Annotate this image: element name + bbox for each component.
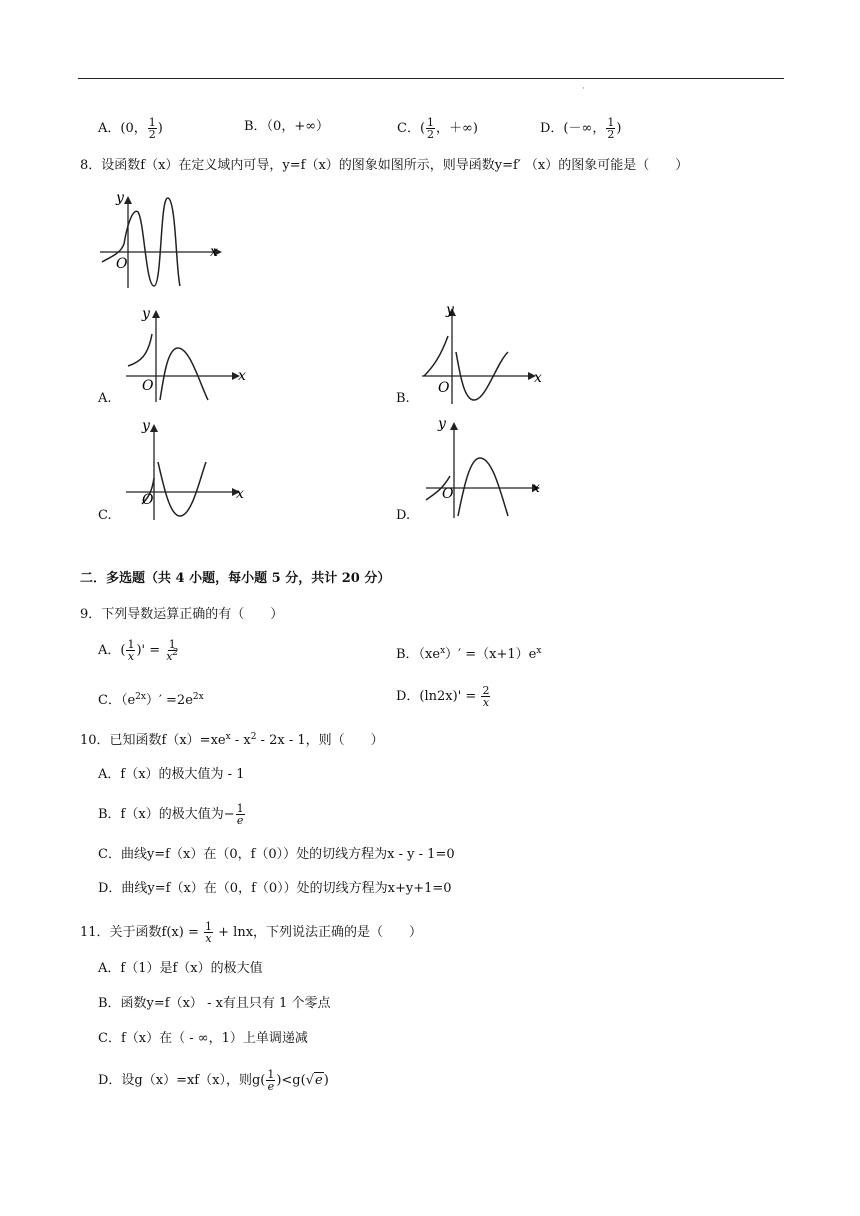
q8-a-x-label: x [238, 368, 246, 384]
q10-option-a: A．f（x）的极大值为 - 1 [98, 767, 245, 782]
q8-a-origin: O [142, 378, 154, 394]
q8-main-origin: O [116, 256, 128, 272]
q8-graph-b [416, 300, 546, 406]
q8-graph-c [120, 418, 250, 522]
q7-option-c: C．( $\frac{1}{2}$ ，＋∞) [397, 116, 478, 141]
header-rule [78, 78, 784, 79]
q10-option-c: C．曲线y=f（x）在（0，f（0））处的切线方程为x - y - 1=0 [98, 847, 455, 862]
q8-option-b: B. [396, 391, 410, 406]
q8-main-x-label: x [210, 244, 218, 260]
q8-option-a: A. [98, 391, 112, 406]
q8-b-x-label: x [534, 370, 542, 386]
q8-c-y-label: y [142, 418, 150, 434]
q8-c-origin: O [142, 492, 154, 508]
q7-option-a: A．(0， $\frac{1}{2}$ ) [98, 116, 163, 141]
q8-d-origin: O [442, 486, 454, 502]
q8-d-x-label: x [532, 480, 540, 496]
q8-option-d: D. [396, 508, 411, 523]
q10-stem: 10．已知函数$f(x)=xe^x - x^2 - 2x - 1$，则（ ） [80, 732, 384, 748]
q9-stem: 9．下列导数运算正确的有（ ） [80, 607, 284, 622]
q8-b-y-label: y [446, 302, 454, 318]
q10-option-b: B．f（x）的极大值为− $\frac{1}{e}$ [98, 802, 244, 827]
q11-stem: 11．关于函数f(x) = $\frac{1}{x}$ + lnx，下列说法正确的是（ ） [80, 920, 423, 945]
q8-d-y-label: y [438, 416, 446, 432]
q11-option-c: C．f（x）在（ - ∞，1）上单调递减 [98, 1031, 308, 1046]
q8-graph-a [120, 304, 250, 404]
q8-b-origin: O [438, 380, 450, 396]
header-dot: · [582, 84, 585, 93]
q11-option-b: B．函数y=f（x） - x有且只有 1 个零点 [98, 996, 331, 1011]
q8-main-graph [96, 190, 226, 290]
q11-option-d: D．设g（x）=xf（x），则g( $\frac{1}{e}$ )<g(√e) [98, 1068, 329, 1093]
q9-option-c: C．$(e^{2x})' =2e^{2x}$ [98, 692, 204, 708]
q9-option-a: A．( $\frac{1}{x}$ )' = $\frac{1}{x^2}$ [98, 638, 179, 663]
q7-option-d: D．(－∞， $\frac{1}{2}$ ) [540, 116, 622, 141]
q8-stem: 8．设函数f（x）在定义域内可导，y=f（x）的图象如图所示，则导函数y=f′ （x）的图象可能是（ ） [80, 158, 689, 173]
q8-option-c: C. [98, 508, 112, 523]
q8-a-y-label: y [142, 306, 150, 322]
q8-main-y-label: y [116, 190, 124, 206]
q8-c-x-label: x [236, 486, 244, 502]
section2-heading: 二．多选题（共 4 小题，每小题 5 分，共计 20 分） [80, 571, 391, 586]
q8-graph-d [420, 414, 550, 520]
q9-option-b: B．$(xe^x)' =(x+1)e^x$ [396, 646, 542, 662]
q7-option-b: B．（0，+∞） [244, 119, 330, 134]
q10-option-d: D．曲线y=f（x）在（0，f（0））处的切线方程为x+y+1=0 [98, 881, 452, 896]
q11-option-a: A．f（1）是f（x）的极大值 [98, 961, 263, 976]
q9-option-d: D．(ln2x)' = $\frac{2}{x}$ [396, 684, 490, 709]
